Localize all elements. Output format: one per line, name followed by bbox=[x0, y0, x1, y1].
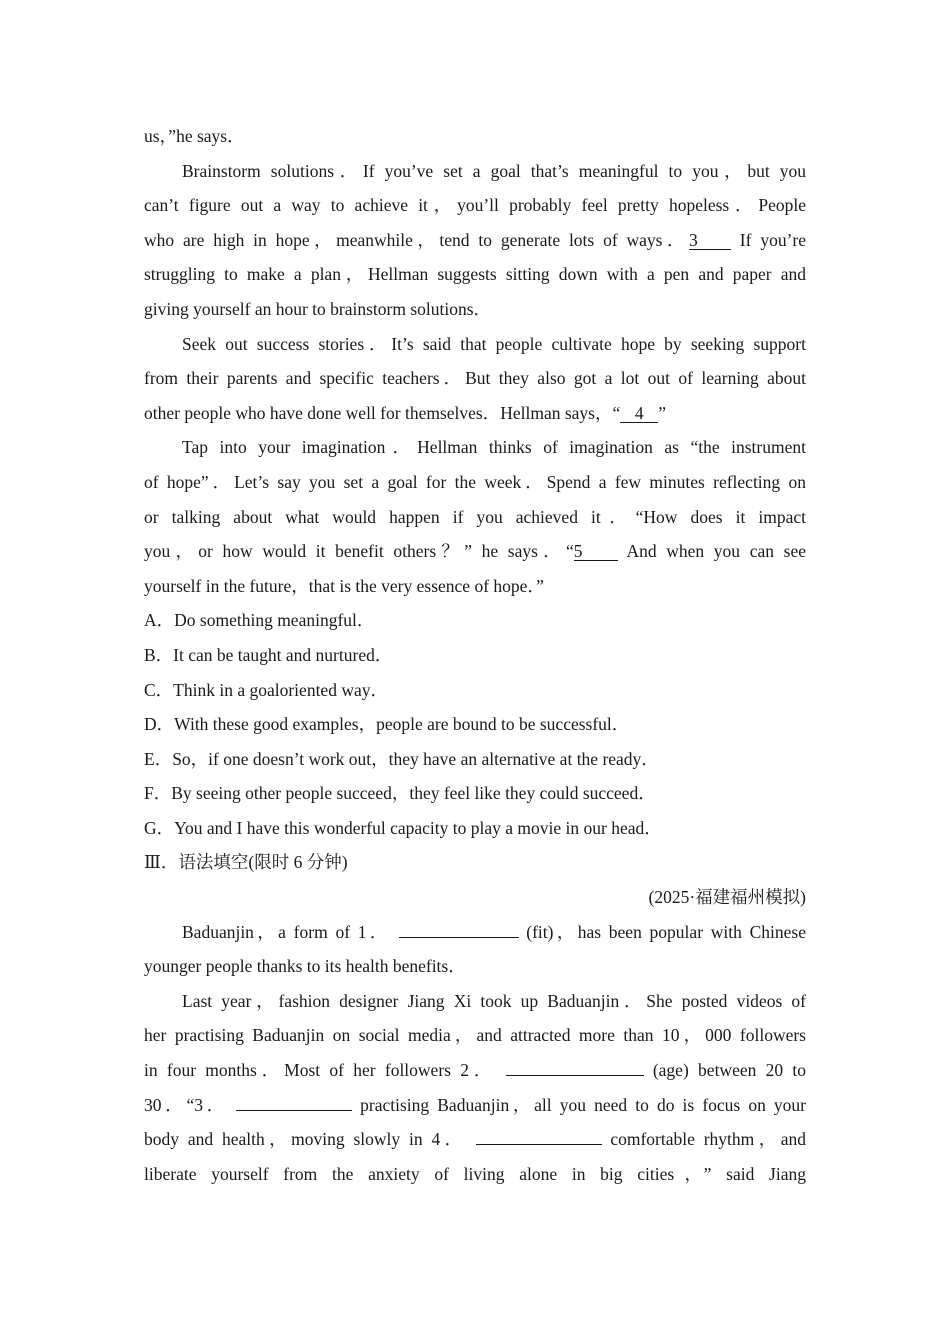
passage-line: who are high in hope，meanwhile，tend to generate lots of ways．3 If you’re bbox=[144, 229, 806, 250]
passage-line: of hope”．Let’s say you set a goal for the week．Spend a few minutes reflecting on bbox=[144, 471, 806, 492]
grammar-blank-4 bbox=[476, 1144, 602, 1145]
passage-line: Brainstorm solutions．If you’ve set a goal that’s meaningful to you，but you bbox=[182, 160, 806, 181]
passage-line: or talking about what would happen if you achieved it．“How does it impact bbox=[144, 506, 806, 527]
grammar-line: younger people thanks to its health benefits． bbox=[144, 956, 466, 977]
passage-line: other people who have done well for themselves．Hellman says，“ 4 ” bbox=[144, 402, 667, 423]
option-e: E．So，if one doesn’t work out，they have an alternative at the ready． bbox=[144, 748, 659, 769]
answer-blank-5: 5 bbox=[574, 542, 618, 561]
page-content bbox=[144, 119, 806, 1191]
passage-line: from their parents and specific teachers．But they also got a lot out of learning about bbox=[144, 368, 806, 389]
option-a: A．Do something meaningful． bbox=[144, 610, 375, 631]
option-d: D．With these good examples，people are bound to be successful． bbox=[144, 714, 630, 735]
passage-line: can’t figure out a way to achieve it，you’ll probably feel pretty hopeless．People bbox=[144, 195, 806, 216]
passage-line: Seek out success stories．It’s said that people cultivate hope by seeking support bbox=[182, 333, 806, 354]
grammar-blank-2 bbox=[506, 1075, 644, 1076]
source-note: (2025·福建福州模拟) bbox=[648, 887, 806, 908]
passage-line: struggling to make a plan，Hellman suggests sitting down with a pen and paper and bbox=[144, 264, 806, 285]
grammar-line: body and health，moving slowly in 4． comfortable rhythm，and bbox=[144, 1129, 806, 1150]
option-b: B．It can be taught and nurtured． bbox=[144, 644, 393, 665]
grammar-line: liberate yourself from the anxiety of living alone in big cities，” said Jiang bbox=[144, 1163, 806, 1184]
grammar-line: Baduanjin，a form of 1． (fit)，has been popular with Chinese bbox=[182, 921, 806, 942]
passage-line: you，or how would it benefit others？” he says．“5 And when you can see bbox=[144, 541, 806, 562]
passage-line: yourself in the future，that is the very essence of hope．” bbox=[144, 575, 544, 596]
passage-line: Tap into your imagination．Hellman thinks of imagination as “the instrument bbox=[182, 437, 806, 458]
grammar-line: her practising Baduanjin on social media，and attracted more than 10，000 followers bbox=[144, 1025, 806, 1046]
option-g: G．You and I have this wonderful capacity to play a movie in our head． bbox=[144, 817, 662, 838]
passage-line: giving yourself an hour to brainstorm solutions． bbox=[144, 298, 492, 319]
option-f: F．By seeing other people succeed，they feel like they could succeed． bbox=[144, 783, 656, 804]
answer-blank-3: 3 bbox=[689, 231, 731, 250]
passage-line: us，”he says． bbox=[144, 126, 245, 146]
option-c: C．Think in a goaloriented way． bbox=[144, 679, 388, 700]
grammar-line: 30．“3． practising Baduanjin，all you need to do is focus on your bbox=[144, 1094, 807, 1115]
section-heading: Ⅲ．语法填空(限时 6 分钟) bbox=[144, 852, 348, 873]
grammar-line: Last year，fashion designer Jiang Xi took up Baduanjin．She posted videos of bbox=[182, 990, 806, 1011]
grammar-blank-1 bbox=[399, 937, 519, 938]
grammar-blank-3 bbox=[236, 1110, 352, 1111]
answer-blank-4: 4 bbox=[620, 404, 658, 423]
grammar-line: in four months．Most of her followers 2． (age) between 20 to bbox=[144, 1060, 807, 1081]
